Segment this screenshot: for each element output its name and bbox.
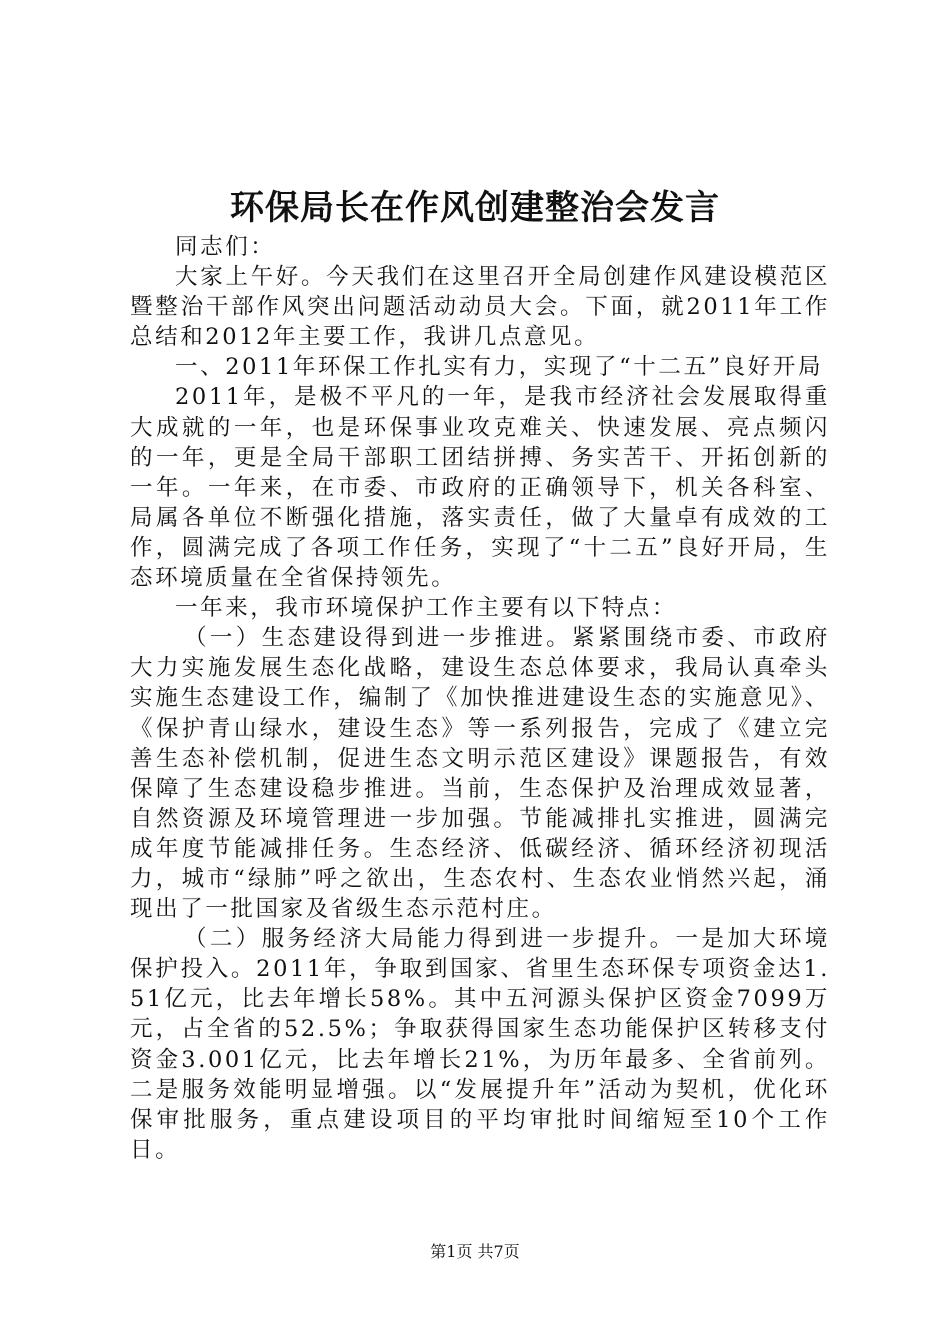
salutation-paragraph: 同志们： xyxy=(175,234,276,260)
document-title: 环保局长在作风创建整治会发言 xyxy=(230,188,720,228)
subsection-paragraph-1: （一）生态建设得到进一步推进。紧紧围绕市委、市政府大力实施发展生态化战略，建设生态总体要求，我局认真牵头实施生态建设工作，编制了《加快推进建设生态的实施意见》、《保护青山绿水，建设生态》等一系列报告，完成了《建立完善生态补偿机制，促进生态文明示范区建设》课题报告，有效保障了生态建设稳步推进。当前，生态保护及治理成效显著，自然资源及环境管理进一步加强。节能减排扎实推进，圆满完成年度节能减排任务。生态经济、低碳经济、循环经济初现活力，城市“绿肺”呼之欲出，生态农村、生态农业悄然兴起，涌现出了一批国家及省级生态示范村庄。 xyxy=(130,625,830,923)
subsection-paragraph-2: （二）服务经济大局能力得到进一步提升。一是加大环境保护投入。2011年，争取到国家、省里生态环保专项资金达1.51亿元，比去年增长58%。其中五河源头保护区资金7099万元，占全省的52.5%；争取获得国家生态功能保护区转移支付资金3.001亿元，比去年增长21%，为历年最多、全省前列。二是服务效能明显增强。以“发展提升年”活动为契机，优化环保审批服务，重点建设项目的平均审批时间缩短至10个工作日。 xyxy=(130,926,830,1163)
intro-paragraph: 大家上午好。今天我们在这里召开全局创建作风建设模范区暨整治干部作风突出问题活动动员大会。下面，就2011年工作总结和2012年主要工作，我讲几点意见。 xyxy=(130,264,830,351)
section-heading-1: 一、2011年环保工作扎实有力，实现了“十二五”良好开局 xyxy=(175,354,824,381)
body-paragraph: 一年来，我市环境保护工作主要有以下特点： xyxy=(175,595,678,622)
page-footer: 第1页 共7页 xyxy=(430,1242,520,1261)
body-paragraph: 2011年，是极不平凡的一年，是我市经济社会发展取得重大成就的一年，也是环保事业攻克难关、快速发展、亮点频闪的一年，更是全局干部职工团结拼搏、务实苦干、开拓创新的一年。一年来，在市委、市政府的正确领导下，机关各科室、局属各单位不断强化措施，落实责任，做了大量卓有成效的工作，圆满完成了各项工作任务，实现了“十二五”良好开局，生态环境质量在全省保持领先。 xyxy=(130,384,830,592)
document-body xyxy=(130,232,830,1165)
